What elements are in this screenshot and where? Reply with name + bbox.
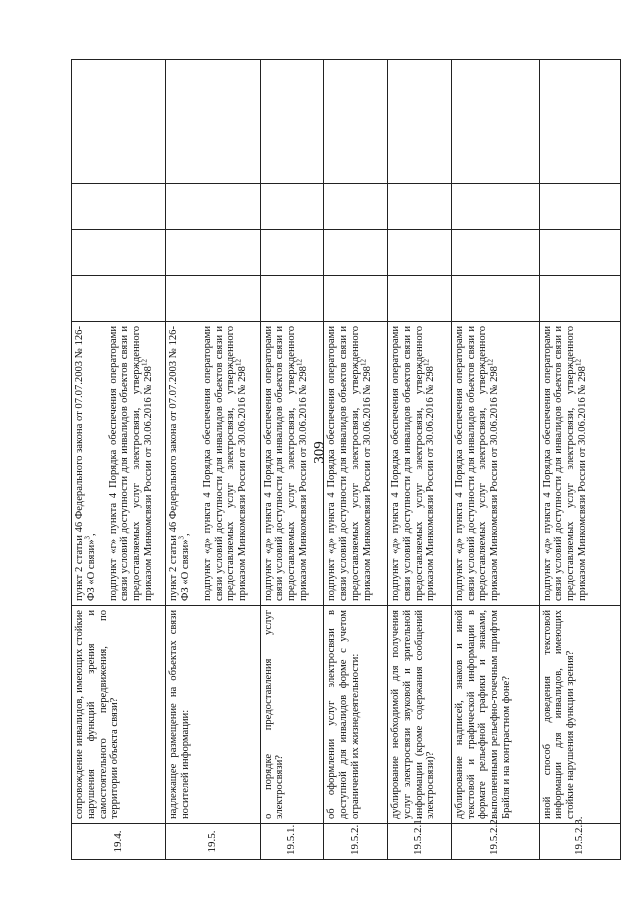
row-legal-basis	[72, 322, 166, 606]
table-row	[72, 60, 166, 860]
answer-cell-na[interactable]	[72, 184, 166, 230]
table-row	[388, 60, 452, 860]
row-legal-basis	[539, 322, 620, 606]
answer-cell-yes[interactable]	[324, 276, 388, 322]
answer-cell-no[interactable]	[388, 230, 452, 276]
answer-cell-yes[interactable]	[451, 276, 539, 322]
footnote-ref: 12	[295, 359, 304, 367]
legal-basis-law: пункт 2 статьи 46 Федерального закона от 07.07.2003 № 126-ФЗ «О связи»	[168, 326, 192, 601]
legal-basis-order: подпункт «д» пункта 4 Порядка обеспечения операторами связи условий доступности для инвалидов объектов связи и предоставляемых услуг электросвязи, утвержденного приказом Минкомсвязи России от 30.06.2016 № 298	[541, 326, 589, 601]
notes-cell[interactable]	[72, 60, 166, 184]
answer-cell-na[interactable]	[388, 184, 452, 230]
row-legal-basis	[451, 322, 539, 606]
row-number: 19.5.2.	[324, 824, 388, 860]
row-legal-basis	[388, 322, 452, 606]
footnote-ref: 12	[234, 359, 243, 367]
answer-cell-na[interactable]	[451, 184, 539, 230]
legal-basis-law-tail: ,	[85, 533, 97, 536]
notes-cell[interactable]	[324, 60, 388, 184]
notes-cell[interactable]	[388, 60, 452, 184]
row-number: 19.5.2.3.	[539, 824, 620, 860]
row-description: о порядке предоставления услуг электросвязи?	[260, 606, 324, 824]
answer-cell-no[interactable]	[72, 230, 166, 276]
notes-cell[interactable]	[539, 60, 620, 184]
answer-cell-no[interactable]	[324, 230, 388, 276]
footnote-ref: 12	[574, 359, 583, 367]
footnote-ref: 12	[140, 359, 149, 367]
row-description: дублирование надписей, знаков и иной текстовой и графической информации в формате рельефной графики и знаками, выполненными рельефно-точечным шрифтом Брайля и на контрастном фоне?	[451, 606, 539, 824]
footnote-ref: 12	[486, 359, 495, 367]
row-description: об оформлении услуг электросвязи в доступной для инвалидов форме с учетом ограничений их жизнедеятельности:	[324, 606, 388, 824]
table-row	[260, 60, 324, 860]
answer-cell-no[interactable]	[260, 230, 324, 276]
row-number: 19.5.	[166, 824, 260, 860]
answer-cell-no[interactable]	[166, 230, 260, 276]
row-number: 19.4.	[72, 824, 166, 860]
row-number: 19.5.2.2.	[451, 824, 539, 860]
row-description: дублирование необходимой для получения услуг электросвязи звуковой и зрительной информации (кроме содержания сообщений электросвязи)?	[388, 606, 452, 824]
table-row	[166, 60, 260, 860]
legal-basis-law: пункт 2 статьи 46 Федерального закона от 07.07.2003 № 126-ФЗ «О связи»	[74, 326, 97, 601]
footnote-ref: 3	[83, 535, 92, 540]
legal-basis-order: подпункт «д» пункта 4 Порядка обеспечения операторами связи условий доступности для инвалидов объектов связи и предоставляемых услуг электросвязи, утвержденного приказом Минкомсвязи России от 30.06.2016 № 298	[201, 326, 249, 601]
legal-basis-order: подпункт «д» пункта 4 Порядка обеспечения операторами связи условий доступности для инвалидов объектов связи и предоставляемых услуг электросвязи, утвержденного приказом Минкомсвязи России от 30.06.2016 № 298	[453, 326, 501, 601]
notes-cell[interactable]	[166, 60, 260, 184]
answer-cell-na[interactable]	[166, 184, 260, 230]
row-number: 19.5.1.	[260, 824, 324, 860]
footnote-ref: 3	[177, 535, 186, 540]
row-legal-basis	[166, 322, 260, 606]
row-description: иной способ доведения текстовой информации для инвалидов, имеющих стойкие нарушения функции зрения?	[539, 606, 620, 824]
table-row	[539, 60, 620, 860]
answer-cell-yes[interactable]	[72, 276, 166, 322]
legal-basis-law-tail: ,	[180, 533, 192, 536]
row-description: сопровождение инвалидов, имеющих стойкие нарушения функций зрения и самостоятельного передвижения, по территории объекта связи?	[72, 606, 166, 824]
answer-cell-na[interactable]	[539, 184, 620, 230]
answer-cell-no[interactable]	[451, 230, 539, 276]
answer-cell-yes[interactable]	[260, 276, 324, 322]
table-row	[451, 60, 539, 860]
answer-cell-na[interactable]	[260, 184, 324, 230]
rotated-page	[71, 60, 621, 860]
notes-cell[interactable]	[260, 60, 324, 184]
legal-basis-order: подпункт «г» пункта 4 Порядка обеспечения операторами связи условий доступности для инвалидов объектов связи и предоставляемых услуг электросвязи, утвержденного приказом Минкомсвязи России от 30.06.2016 № 298	[107, 326, 154, 601]
row-legal-basis	[260, 322, 324, 606]
answer-cell-na[interactable]	[324, 184, 388, 230]
legal-basis-order: подпункт «д» пункта 4 Порядка обеспечения операторами связи условий доступности для инвалидов объектов связи и предоставляемых услуг электросвязи, утвержденного приказом Минкомсвязи России от 30.06.2016 № 298	[262, 326, 309, 601]
table-row	[324, 60, 388, 860]
footnote-ref: 12	[422, 359, 431, 367]
page-number: 309	[311, 441, 328, 464]
row-legal-basis	[324, 322, 388, 606]
row-number: 19.5.2.1.	[388, 824, 452, 860]
notes-cell[interactable]	[451, 60, 539, 184]
footnote-ref: 12	[359, 359, 368, 367]
answer-cell-no[interactable]	[539, 230, 620, 276]
legal-basis-order: подпункт «д» пункта 4 Порядка обеспечения операторами связи условий доступности для инвалидов объектов связи и предоставляемых услуг электросвязи, утвержденного приказом Минкомсвязи России от 30.06.2016 № 298	[390, 326, 437, 601]
requirements-table	[71, 59, 621, 860]
answer-cell-yes[interactable]	[539, 276, 620, 322]
answer-cell-yes[interactable]	[388, 276, 452, 322]
answer-cell-yes[interactable]	[166, 276, 260, 322]
legal-basis-order: подпункт «д» пункта 4 Порядка обеспечения операторами связи условий доступности для инвалидов объектов связи и предоставляемых услуг электросвязи, утвержденного приказом Минкомсвязи России от 30.06.2016 № 298	[326, 326, 373, 601]
row-description: надлежащее размещение на объектах связи носителей информации:	[166, 606, 260, 824]
